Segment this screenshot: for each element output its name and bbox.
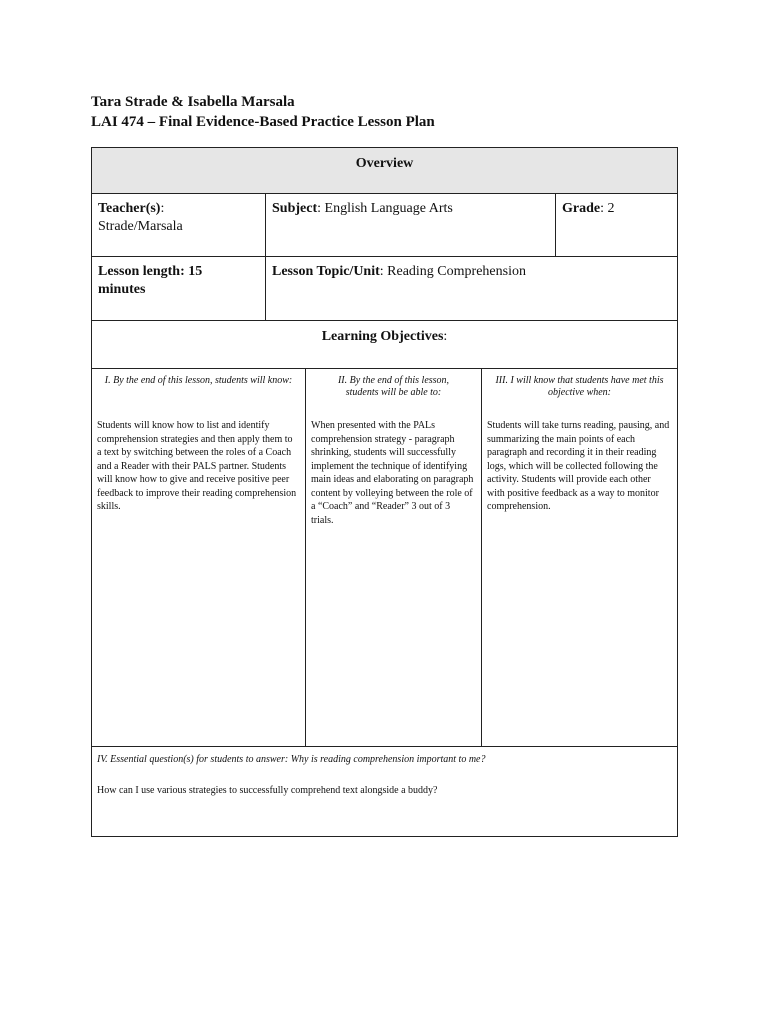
objective-heading-know: I. By the end of this lesson, students will know: <box>104 375 293 386</box>
teacher-subject-grade-row <box>92 194 677 257</box>
subject-label: Subject <box>272 201 318 216</box>
objective-body-able: When presented with the PALs comprehension strategy - paragraph shrinking, students will successfully implement the technique of identifying main ideas and elaborating on paragraph content by volleying between the role of a “Coach” and “Reader” 3 out of 3 trials. <box>311 420 474 526</box>
grade-value: : 2 <box>600 201 615 216</box>
learning-objectives-row <box>92 321 677 369</box>
document-header <box>91 92 435 132</box>
grade-cell <box>556 194 677 256</box>
objective-columns-row <box>92 369 677 747</box>
lesson-length-label: Lesson length: 15 minutes <box>98 264 203 297</box>
topic-value: : Reading Comprehension <box>379 264 526 279</box>
teacher-separator: : <box>160 201 165 216</box>
objective-column-met <box>482 369 677 746</box>
lesson-length-field <box>98 263 235 299</box>
essential-question-label: IV. Essential question(s) for students to answer: Why is reading comprehension important to me? <box>97 754 486 765</box>
length-topic-row <box>92 257 677 321</box>
teacher-cell <box>92 194 266 256</box>
essential-question-answer: How can I use various strategies to successfully comprehend text alongside a buddy? <box>97 785 438 796</box>
teacher-label: Teacher(s) <box>98 201 161 216</box>
lesson-plan-table <box>91 147 678 837</box>
learning-objectives-title <box>92 329 677 345</box>
subject-value: : English Language Arts <box>317 201 453 216</box>
essential-question-row <box>92 747 677 837</box>
overview-title: Overview <box>355 156 414 171</box>
objective-body-met: Students will take turns reading, pausing, and summarizing the main points of each paragraph and recording it in their reading logs, which will be collected following the activity. Students will provide each other with positive feedback as a way to monitor comprehension. <box>487 420 670 512</box>
course-title: LAI 474 – Final Evidence-Based Practice Lesson Plan <box>91 114 435 130</box>
topic-field <box>272 263 671 281</box>
learning-objectives-suffix: : <box>443 329 448 344</box>
objective-column-able <box>306 369 482 746</box>
subject-field <box>272 200 549 218</box>
learning-objectives-label: Learning Objectives <box>321 329 444 344</box>
objective-heading-met: III. I will know that students have met this objective when: <box>495 375 664 398</box>
authors: Tara Strade & Isabella Marsala <box>91 94 295 110</box>
grade-label: Grade <box>562 201 601 216</box>
topic-cell <box>266 257 677 320</box>
objective-heading-able: II. By the end of this lesson, students will be able to: <box>337 375 450 398</box>
topic-label: Lesson Topic/Unit <box>272 264 380 279</box>
objective-column-know <box>92 369 306 746</box>
subject-cell <box>266 194 556 256</box>
overview-row <box>92 148 677 194</box>
grade-field <box>562 200 671 218</box>
objective-body-know: Students will know how to list and identify comprehension strategies and then apply them to a text by switching between the roles of a Coach and a Reader with their PALS partner. Students will know how to give and receive positive peer feedback to improve their reading comprehension skills. <box>97 420 297 512</box>
lesson-length-cell <box>92 257 266 320</box>
teacher-field <box>98 200 259 236</box>
teacher-value: Strade/Marsala <box>98 219 183 234</box>
